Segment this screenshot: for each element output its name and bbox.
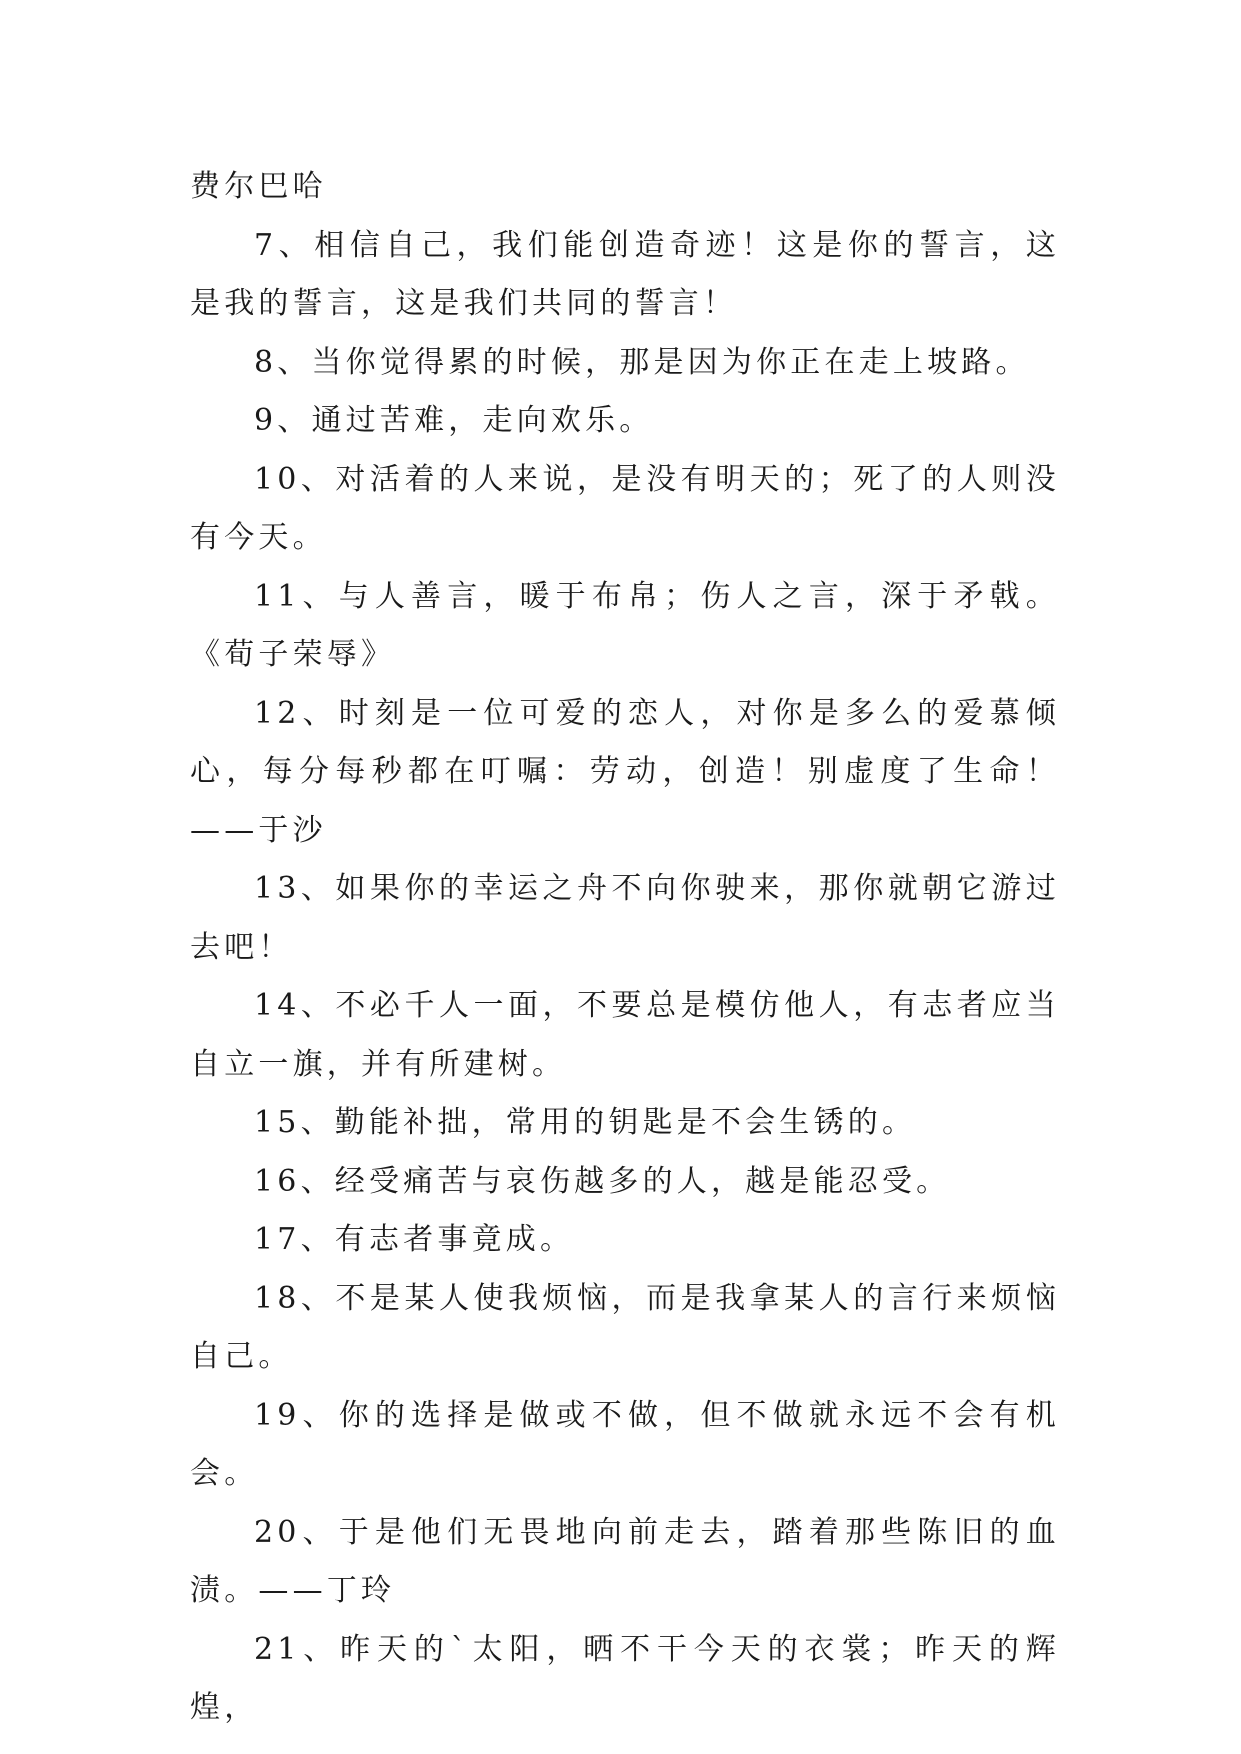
quote-17: 17、有志者事竟成。 bbox=[254, 1222, 575, 1257]
quote-14: 14、不必千人一面，不要总是模仿他人，有志者应当自立一旗，并有所建树。 bbox=[190, 988, 1060, 1082]
quote-20: 20、于是他们无畏地向前走去，踏着那些陈旧的血渍。——丁玲 bbox=[190, 1514, 1060, 1608]
quote-16: 16、经受痛苦与哀伤越多的人，越是能忍受。 bbox=[254, 1163, 951, 1199]
quote-7: 7、相信自己，我们能创造奇迹！这是你的誓言，这是我的誓言，这是我们共同的誓言！ bbox=[190, 227, 1060, 321]
quote-19: 19、你的选择是做或不做，但不做就永远不会有机会。 bbox=[190, 1397, 1060, 1491]
quote-18: 18、不是某人使我烦恼，而是我拿某人的言行来烦恼自己。 bbox=[190, 1280, 1060, 1374]
document-body bbox=[190, 158, 1060, 1738]
quote-12: 12、时刻是一位可爱的恋人，对你是多么的爱慕倾心，每分每秒都在叮嘱：劳动，创造！别虚度了生命！——于沙 bbox=[190, 695, 1060, 848]
quote-11: 11、与人善言，暖于布帛；伤人之言，深于矛戟。《荀子荣辱》 bbox=[190, 578, 1060, 672]
quote-9: 9、通过苦难，走向欢乐。 bbox=[254, 403, 654, 438]
quote-21: 21、昨天的`太阳，晒不干今天的衣裳；昨天的辉煌， bbox=[190, 1631, 1060, 1725]
quote-13: 13、如果你的幸运之舟不向你驶来，那你就朝它游过去吧！ bbox=[190, 871, 1060, 965]
quote-8: 8、当你觉得累的时候，那是因为你正在走上坡路。 bbox=[254, 344, 1030, 380]
paragraph-attribution: 费尔巴哈 bbox=[190, 169, 327, 204]
quote-15: 15、勤能补拙，常用的钥匙是不会生锈的。 bbox=[254, 1105, 917, 1140]
quote-10: 10、对活着的人来说，是没有明天的；死了的人则没有今天。 bbox=[190, 461, 1060, 555]
